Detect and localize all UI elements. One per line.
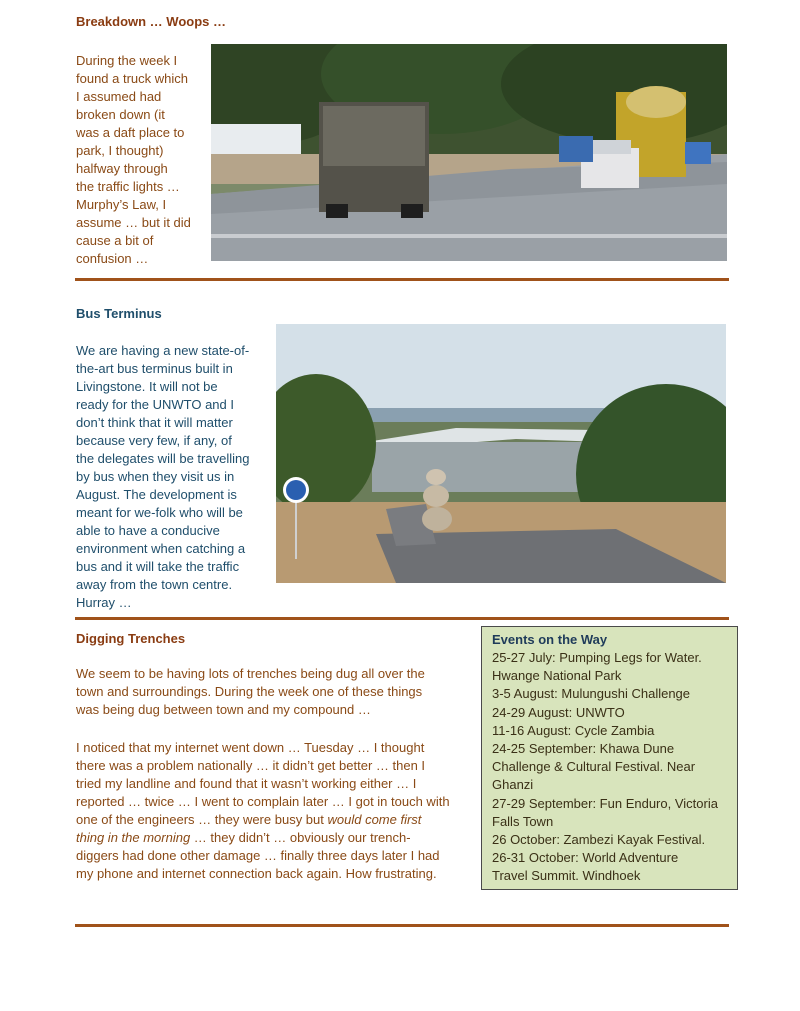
event-line: 24-29 August: UNWTO [492, 704, 625, 720]
digging-trenches-heading: Digging Trenches [76, 631, 186, 646]
bus-line: away from the town centre. [76, 577, 233, 592]
breakdown-line: found a truck which [76, 71, 189, 86]
bus-line: bus and it will take the traffic [76, 559, 240, 574]
digging-line: there was a problem nationally … it didn’t get better … then I [76, 758, 426, 773]
breakdown-line: I assumed had [76, 89, 162, 104]
digging-line-part: … they didn’t … obviously our trench- [190, 830, 411, 845]
breakdown-line: the traffic lights … [76, 179, 180, 194]
breakdown-text [76, 52, 206, 268]
event-line: 11-16 August: Cycle Zambia [492, 722, 655, 738]
breakdown-line: cause a bit of [76, 233, 154, 248]
event-line: Travel Summit. Windhoek [492, 868, 641, 884]
breakdown-line: park, I thought) [76, 143, 164, 158]
event-line: 26-31 October: World Adventure [492, 850, 679, 866]
breakdown-line: During the week I [76, 53, 178, 68]
section-divider [75, 278, 729, 281]
bus-line: because very few, if any, of [76, 433, 232, 448]
event-line: Hwange National Park [492, 668, 622, 684]
events-title: Events on the Way [492, 632, 608, 647]
digging-line-italic: would come first [327, 812, 422, 827]
events-list [492, 649, 727, 886]
event-line: 27-29 September: Fun Enduro, Victoria [492, 795, 718, 811]
truck-photo [211, 44, 727, 261]
bus-line: don’t think that it will matter [76, 415, 233, 430]
breakdown-line: assume … but it did [76, 215, 191, 230]
event-line: Ghanzi [492, 777, 534, 793]
bus-terminus-photo [276, 324, 726, 583]
digging-line-italic: thing in the morning [76, 830, 191, 845]
digging-line: town and surroundings. During the week one of these things [76, 684, 423, 699]
bus-line: August. The development is [76, 487, 237, 502]
bus-line: the delegates will be travelling [76, 451, 250, 466]
event-line: 25-27 July: Pumping Legs for Water. [492, 650, 702, 665]
bus-line: able to have a conducive [76, 523, 220, 538]
events-box [481, 626, 738, 890]
bus-line: We are having a new state-of- [76, 343, 250, 358]
bus-terminus-heading: Bus Terminus [76, 306, 162, 321]
breakdown-line: Murphy’s Law, I [76, 197, 167, 212]
event-line: Challenge & Cultural Festival. Near [492, 759, 696, 775]
bus-line: the-art bus terminus built in [76, 361, 233, 376]
bus-line: meant for we-folk who will be [76, 505, 243, 520]
breakdown-line: confusion … [76, 251, 149, 266]
breakdown-line: halfway through [76, 161, 168, 176]
digging-line: diggers had done other damage … finally three days later I had [76, 848, 440, 863]
bus-line: by bus when they visit us in [76, 469, 235, 484]
digging-line: tried my landline and found that it wasn’t working either … I [76, 776, 417, 791]
digging-line: reported … twice … I went to complain later … I got in touch with [76, 794, 450, 809]
digging-para-1 [76, 665, 476, 719]
digging-line: my phone and internet connection back again. How frustrating. [76, 866, 437, 881]
digging-line: We seem to be having lots of trenches being dug all over the [76, 666, 425, 681]
bus-line: Hurray … [76, 595, 132, 610]
bus-line: ready for the UNWTO and I [76, 397, 234, 412]
digging-para-2 [76, 739, 476, 883]
bus-line: environment when catching a [76, 541, 246, 556]
bus-line: Livingstone. It will not be [76, 379, 218, 394]
event-line: 24-25 September: Khawa Dune [492, 741, 675, 757]
event-line: 26 October: Zambezi Kayak Festival. [492, 832, 706, 848]
digging-line: was being dug between town and my compound … [76, 702, 371, 717]
digging-line-part: one of the engineers … they were busy but [76, 812, 328, 827]
breakdown-heading: Breakdown … Woops … [76, 14, 226, 29]
section-divider [75, 617, 729, 620]
digging-line [76, 829, 476, 847]
digging-line [76, 811, 476, 829]
bus-terminus-text [76, 342, 276, 612]
event-line: Falls Town [492, 813, 554, 829]
section-divider [75, 924, 729, 927]
breakdown-line: broken down (it [76, 107, 165, 122]
digging-line: I noticed that my internet went down … Tuesday … I thought [76, 740, 425, 755]
event-line: 3-5 August: Mulungushi Challenge [492, 686, 691, 702]
breakdown-line: was a daft place to [76, 125, 185, 140]
